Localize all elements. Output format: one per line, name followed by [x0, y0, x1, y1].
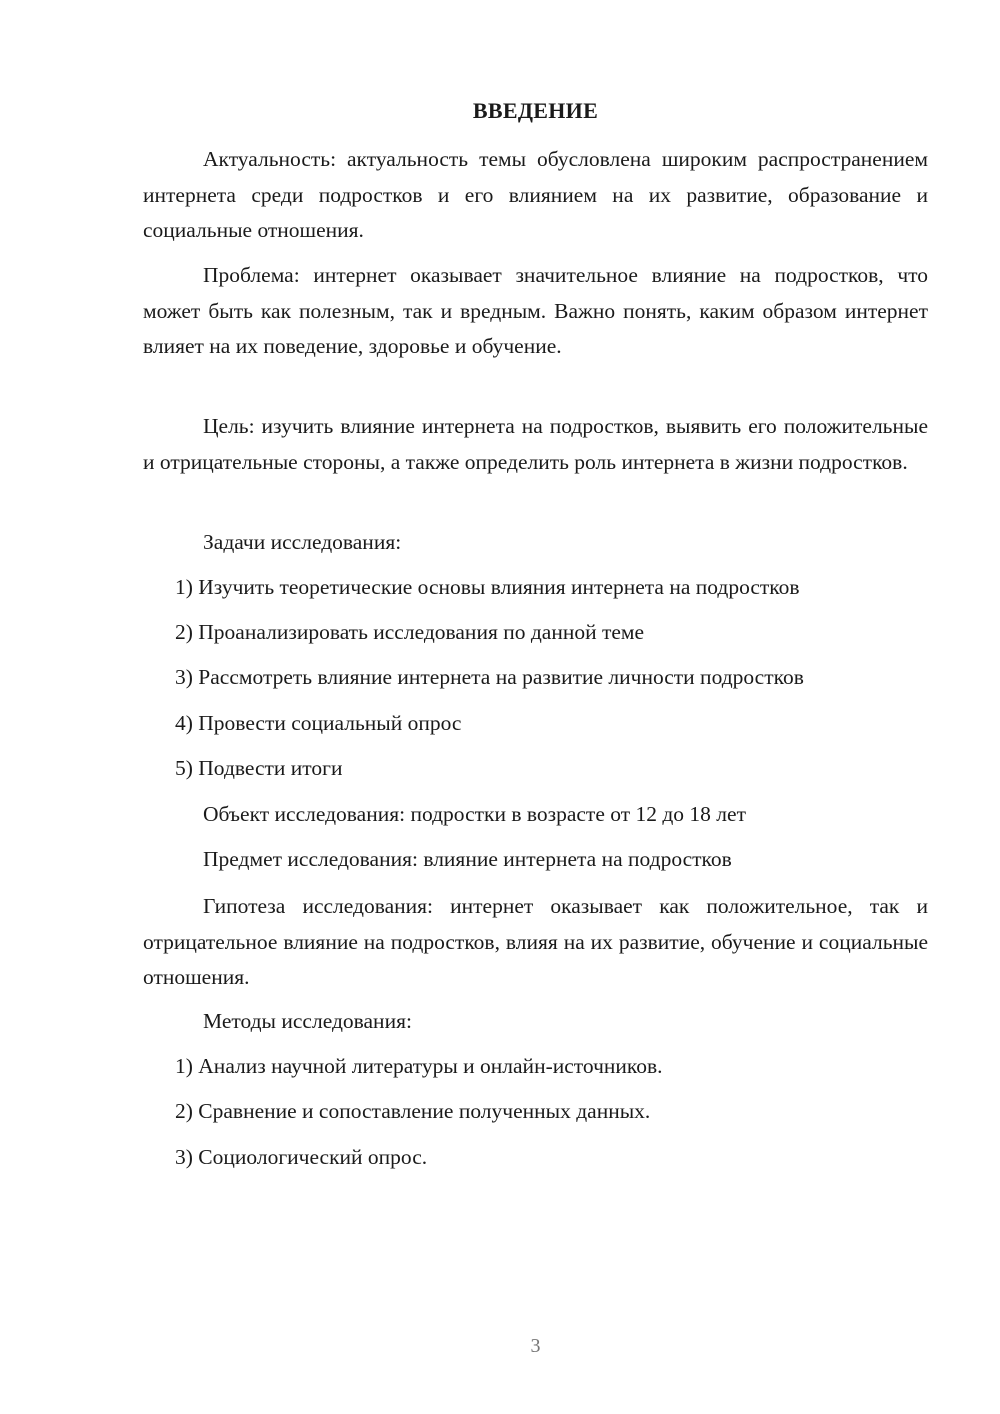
subject-line: Предмет исследования: влияние интернета на подростков	[203, 847, 732, 871]
task-item: 3) Рассмотреть влияние интернета на развитие личности подростков	[175, 665, 804, 689]
page-number: 3	[530, 1335, 541, 1357]
relevance-paragraph: Актуальность: актуальность темы обусловлена широким распространением интернета среди подростков и его влиянием на их развитие, образование и социальные отношения.	[143, 147, 928, 242]
method-item: 1) Анализ научной литературы и онлайн-источников.	[175, 1054, 663, 1078]
hypothesis-paragraph: Гипотеза исследования: интернет оказывает как положительное, так и отрицательное влияние на подростков, влияя на их развитие, обучение и социальные отношения.	[143, 894, 928, 989]
problem-paragraph: Проблема: интернет оказывает значительное влияние на подростков, что может быть как полезным, так и вредным. Важно понять, каким образом интернет влияет на их поведение, здоровье и обучение.	[143, 263, 928, 358]
method-item: 2) Сравнение и сопоставление полученных данных.	[175, 1099, 651, 1123]
document-page	[143, 0, 928, 1414]
section-heading: ВВЕДЕНИЕ	[472, 98, 599, 123]
methods-title: Методы исследования:	[203, 1009, 412, 1033]
task-item: 2) Проанализировать исследования по данной теме	[175, 620, 645, 644]
task-item: 1) Изучить теоретические основы влияния интернета на подростков	[175, 575, 800, 599]
method-item: 3) Социологический опрос.	[175, 1145, 428, 1169]
task-item: 5) Подвести итоги	[175, 756, 343, 780]
tasks-title: Задачи исследования:	[203, 530, 402, 554]
object-line: Объект исследования: подростки в возрасте от 12 до 18 лет	[203, 802, 746, 826]
goal-paragraph: Цель: изучить влияние интернета на подростков, выявить его положительные и отрицательные стороны, а также определить роль интернета в жизни подростков.	[143, 414, 928, 474]
task-item: 4) Провести социальный опрос	[175, 711, 462, 735]
